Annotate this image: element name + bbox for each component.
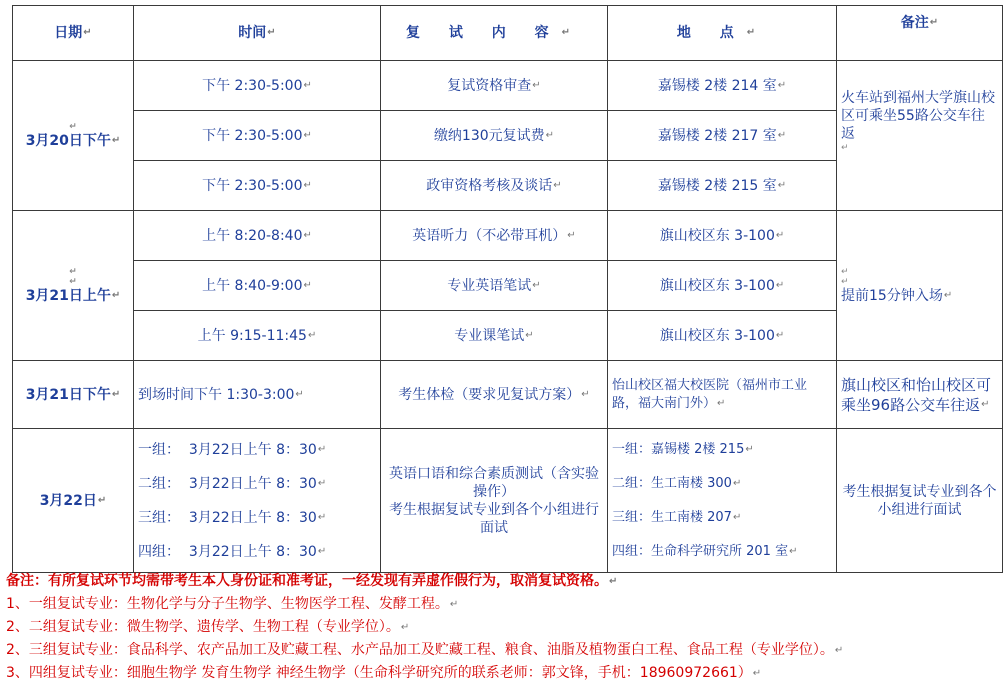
time-cell: 下午 2:30-5:00↵ <box>134 111 381 161</box>
place-cell: 旗山校区东 3-100↵ <box>608 211 837 261</box>
schedule-table <box>12 5 1003 573</box>
header-note: 备注↵ <box>837 6 1003 61</box>
time-cell: 到场时间下午 1:30-3:00↵ <box>134 361 381 429</box>
content-cell: 专业课笔试↵ <box>381 311 608 361</box>
date-cell-0321am: ↵ ↵ 3月21日上午↵ <box>13 211 134 361</box>
time-cell: 上午 9:15-11:45↵ <box>134 311 381 361</box>
content-cell <box>381 429 608 573</box>
place-cell: 怡山校区福大校医院（福州市工业路，福大南门外）↵ <box>608 361 837 429</box>
header-date: 日期↵ <box>13 6 134 61</box>
header-content: 复 试 内 容↵ <box>381 6 608 61</box>
footer-line-3: 2、三组复试专业：食品科学、农产品加工及贮藏工程、水产品加工及贮藏工程、粮食、油脂及植物蛋白工程、食品工程（专业学位）。↵ <box>6 642 844 658</box>
footer-line-4: 3、四组复试专业：细胞生物学 发育生物学 神经生物学（生命科学研究所的联系老师：郭文锋，手机：18960972661）↵ <box>6 665 762 681</box>
interview-content-1: 英语口语和综合素质测试（含实验操作） <box>389 465 599 500</box>
content-cell: 政审资格考核及谈话↵ <box>381 161 608 211</box>
table-row <box>13 61 1003 111</box>
table-row <box>13 211 1003 261</box>
place-cell: 嘉锡楼 2楼 217 室↵ <box>608 111 837 161</box>
group-place-1: 一组：嘉锡楼 2楼 215↵ <box>612 441 754 457</box>
header-place: 地 点↵ <box>608 6 837 61</box>
place-cell: 嘉锡楼 2楼 214 室↵ <box>608 61 837 111</box>
note-cell-bus96: 旗山校区和怡山校区可乘坐96路公交车往返↵ <box>837 361 1003 429</box>
header-row <box>13 6 1003 61</box>
note-cell-bus55: 火车站到福州大学旗山校区可乘坐55路公交车往返 ↵ <box>837 61 1003 211</box>
time-cell: 上午 8:20-8:40↵ <box>134 211 381 261</box>
footer-line-1: 1、一组复试专业：生物化学与分子生物学、生物医学工程、发酵工程。↵ <box>6 596 459 612</box>
content-cell: 英语听力（不必带耳机）↵ <box>381 211 608 261</box>
time-cell: 下午 2:30-5:00↵ <box>134 161 381 211</box>
footer-notes <box>6 570 996 685</box>
footer-line-2: 2、二组复试专业：微生物学、遗传学、生物工程（专业学位）。↵ <box>6 619 410 635</box>
note-cell-interview: 考生根据复试专业到各个小组进行面试 <box>837 429 1003 573</box>
time-cell: 上午 8:40-9:00↵ <box>134 261 381 311</box>
place-cell: 旗山校区东 3-100↵ <box>608 261 837 311</box>
group-place-4: 四组：生命科学研究所 201 室↵ <box>612 543 798 559</box>
group-place-3: 三组：生工南楼 207↵ <box>612 509 742 525</box>
group-time-1: 一组： 3月22日上午 8：30↵ <box>138 441 327 458</box>
content-cell: 缴纳130元复试费↵ <box>381 111 608 161</box>
place-cell: 嘉锡楼 2楼 215 室↵ <box>608 161 837 211</box>
note-cell-early-entry: ↵ ↵ 提前15分钟入场↵ <box>837 211 1003 361</box>
group-time-cell <box>134 429 381 573</box>
group-time-3: 三组： 3月22日上午 8：30↵ <box>138 509 327 526</box>
group-time-2: 二组： 3月22日上午 8：30↵ <box>138 475 327 492</box>
place-cell: 旗山校区东 3-100↵ <box>608 311 837 361</box>
date-cell-0322: 3月22日↵ <box>13 429 134 573</box>
table-row <box>13 429 1003 573</box>
footer-warning: 备注：有所复试环节均需带考生本人身份证和准考证，一经发现有弄虚作假行为，取消复试资格。↵ <box>6 573 618 589</box>
group-place-cell <box>608 429 837 573</box>
interview-content-2: 考生根据复试专业到各个小组进行面试 <box>389 501 599 536</box>
content-cell: 专业英语笔试↵ <box>381 261 608 311</box>
header-time: 时间↵ <box>134 6 381 61</box>
schedule-document <box>12 5 1003 573</box>
table-row <box>13 361 1003 429</box>
content-cell: 考生体检（要求见复试方案）↵ <box>381 361 608 429</box>
date-cell-0321pm: 3月21日下午↵ <box>13 361 134 429</box>
group-place-2: 二组：生工南楼 300↵ <box>612 475 742 491</box>
date-cell-0320: ↵ 3月20日下午↵ <box>13 61 134 211</box>
content-cell: 复试资格审查↵ <box>381 61 608 111</box>
time-cell: 下午 2:30-5:00↵ <box>134 61 381 111</box>
group-time-4: 四组： 3月22日上午 8：30↵ <box>138 543 327 560</box>
